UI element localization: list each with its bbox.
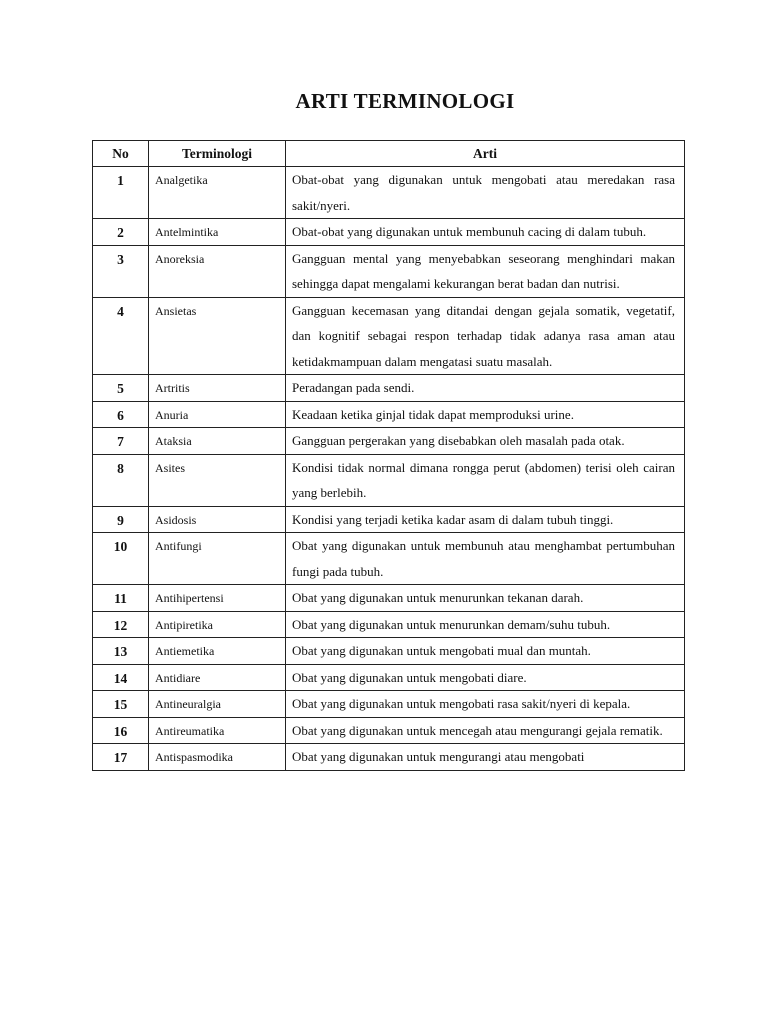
row-number: 4 — [93, 297, 149, 375]
row-number: 2 — [93, 219, 149, 246]
table-row — [93, 375, 685, 402]
row-term: Antiemetika — [149, 638, 286, 665]
row-term: Antineuralgia — [149, 691, 286, 718]
row-meaning: Obat-obat yang digunakan untuk membunuh cacing di dalam tubuh. — [286, 219, 685, 246]
row-number: 1 — [93, 167, 149, 219]
table-header-row — [93, 141, 685, 167]
table-row — [93, 585, 685, 612]
row-number: 13 — [93, 638, 149, 665]
row-term: Artritis — [149, 375, 286, 402]
row-meaning: Obat yang digunakan untuk mengurangi atau mengobati — [286, 744, 685, 771]
row-term: Antifungi — [149, 533, 286, 585]
header-no: No — [93, 141, 149, 167]
terminology-table — [92, 140, 685, 771]
row-term: Antispasmodika — [149, 744, 286, 771]
row-term: Anoreksia — [149, 245, 286, 297]
row-meaning: Peradangan pada sendi. — [286, 375, 685, 402]
row-number: 12 — [93, 611, 149, 638]
row-meaning: Obat-obat yang digunakan untuk mengobati atau meredakan rasa sakit/nyeri. — [286, 167, 685, 219]
row-meaning: Keadaan ketika ginjal tidak dapat memproduksi urine. — [286, 401, 685, 428]
row-term: Antelmintika — [149, 219, 286, 246]
row-term: Antipiretika — [149, 611, 286, 638]
row-meaning: Kondisi tidak normal dimana rongga perut (abdomen) terisi oleh cairan yang berlebih. — [286, 454, 685, 506]
table-row — [93, 664, 685, 691]
row-term: Ansietas — [149, 297, 286, 375]
row-meaning: Gangguan kecemasan yang ditandai dengan gejala somatik, vegetatif, dan kognitif sebagai respon terhadap tidak adanya rasa aman atau ketidakmampuan dalam mengatasi suatu masalah. — [286, 297, 685, 375]
row-meaning: Obat yang digunakan untuk mengobati rasa sakit/nyeri di kepala. — [286, 691, 685, 718]
row-meaning: Obat yang digunakan untuk membunuh atau menghambat pertumbuhan fungi pada tubuh. — [286, 533, 685, 585]
table-row — [93, 428, 685, 455]
table-row — [93, 744, 685, 771]
row-term: Ataksia — [149, 428, 286, 455]
row-term: Analgetika — [149, 167, 286, 219]
table-row — [93, 245, 685, 297]
row-term: Anuria — [149, 401, 286, 428]
row-number: 17 — [93, 744, 149, 771]
row-number: 16 — [93, 717, 149, 744]
header-arti: Arti — [286, 141, 685, 167]
row-meaning: Gangguan mental yang menyebabkan seseorang menghindari makan sehingga dapat mengalami kekurangan berat badan dan nutrisi. — [286, 245, 685, 297]
header-terminologi: Terminologi — [149, 141, 286, 167]
row-meaning: Obat yang digunakan untuk menurunkan tekanan darah. — [286, 585, 685, 612]
table-row — [93, 297, 685, 375]
row-term: Asidosis — [149, 506, 286, 533]
table-row — [93, 506, 685, 533]
table-row — [93, 638, 685, 665]
row-meaning: Obat yang digunakan untuk mencegah atau mengurangi gejala rematik. — [286, 717, 685, 744]
row-number: 11 — [93, 585, 149, 612]
table-row — [93, 717, 685, 744]
row-term: Antireumatika — [149, 717, 286, 744]
row-term: Antihipertensi — [149, 585, 286, 612]
row-number: 15 — [93, 691, 149, 718]
row-number: 9 — [93, 506, 149, 533]
row-meaning: Obat yang digunakan untuk menurunkan demam/suhu tubuh. — [286, 611, 685, 638]
row-meaning: Obat yang digunakan untuk mengobati mual dan muntah. — [286, 638, 685, 665]
table-row — [93, 219, 685, 246]
row-meaning: Kondisi yang terjadi ketika kadar asam di dalam tubuh tinggi. — [286, 506, 685, 533]
row-number: 5 — [93, 375, 149, 402]
row-meaning: Gangguan pergerakan yang disebabkan oleh masalah pada otak. — [286, 428, 685, 455]
row-term: Antidiare — [149, 664, 286, 691]
table-row — [93, 454, 685, 506]
table-row — [93, 691, 685, 718]
row-number: 10 — [93, 533, 149, 585]
row-term: Asites — [149, 454, 286, 506]
row-number: 7 — [93, 428, 149, 455]
row-number: 8 — [93, 454, 149, 506]
row-number: 14 — [93, 664, 149, 691]
table-row — [93, 533, 685, 585]
row-meaning: Obat yang digunakan untuk mengobati diare. — [286, 664, 685, 691]
row-number: 3 — [93, 245, 149, 297]
page-title: ARTI TERMINOLOGI — [295, 89, 515, 113]
table-row — [93, 611, 685, 638]
row-number: 6 — [93, 401, 149, 428]
table-row — [93, 167, 685, 219]
table-row — [93, 401, 685, 428]
